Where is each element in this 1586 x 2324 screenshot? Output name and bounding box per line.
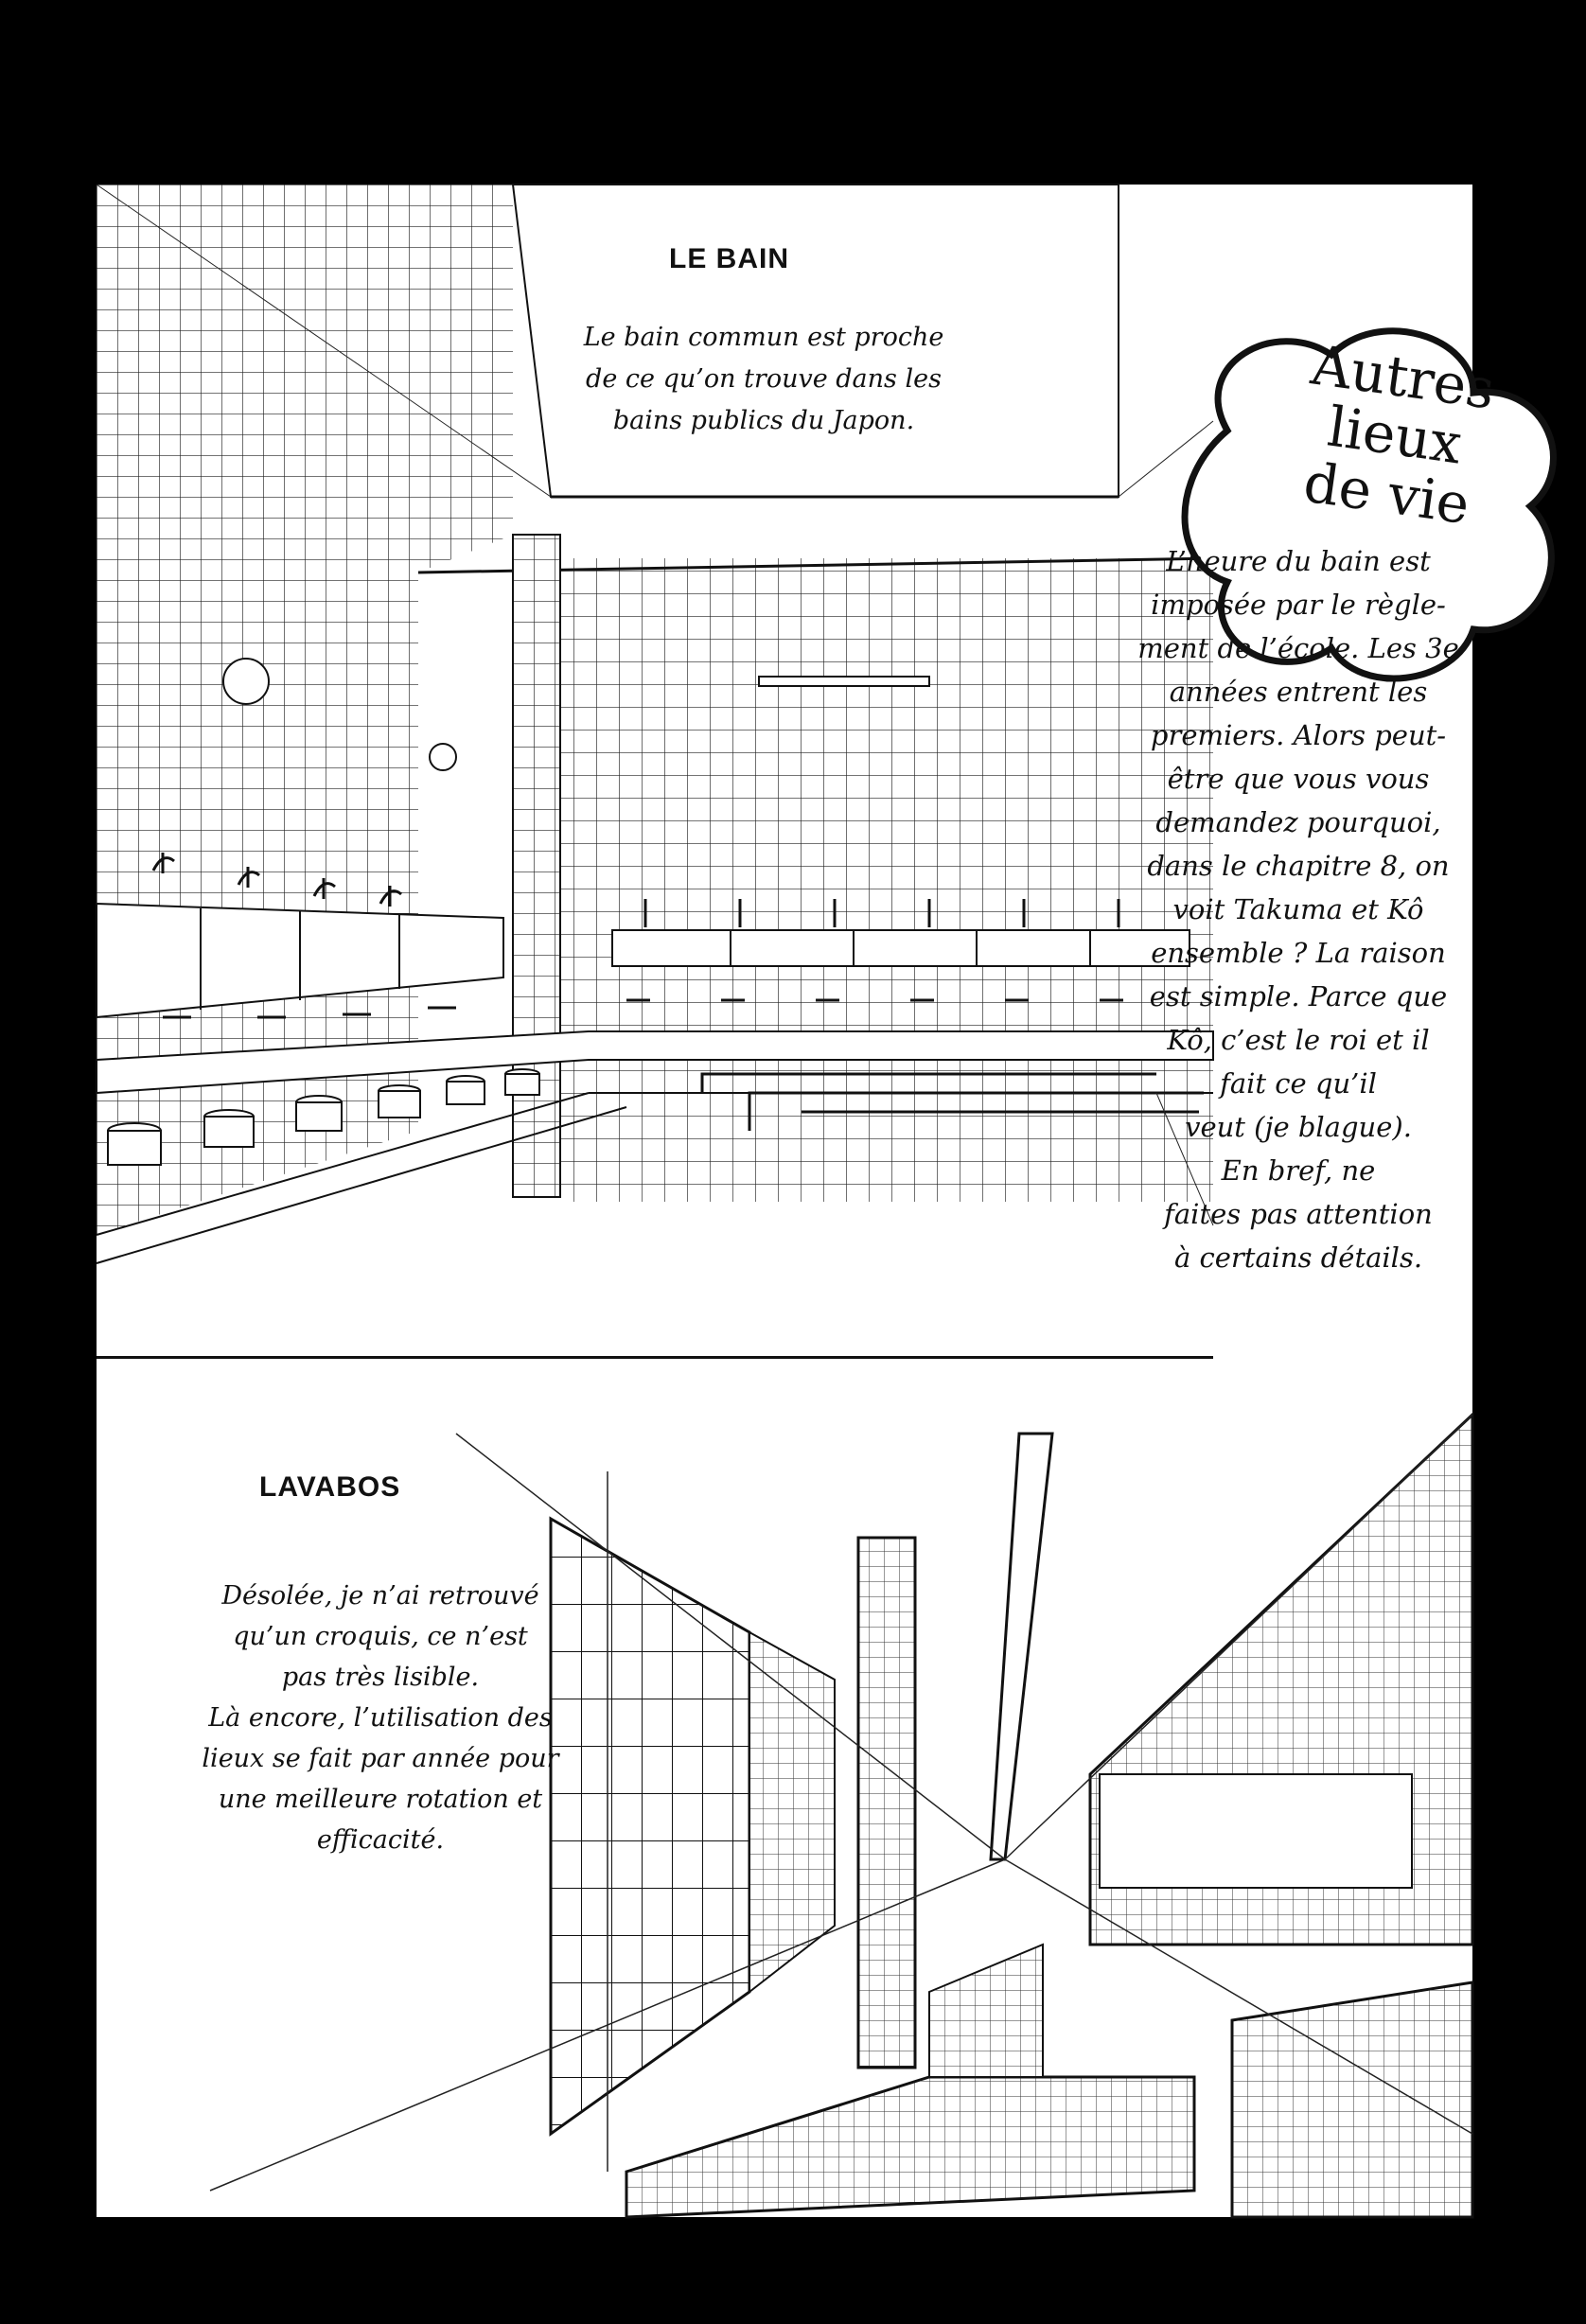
section-badge-text: Autres lieux de vie (1299, 332, 1499, 537)
sinks-title: LAVABOS (259, 1471, 401, 1503)
bath-title: LE BAIN (669, 243, 789, 274)
bath-intro-caption: Le bain commun est proche de ce qu’on trouve dans les bains publics du Japon. (583, 323, 944, 435)
sinks-caption: Désolée, je n’ai retrouvé qu’un croquis, ce n’est pas très lisible. Là encore, l’utilisation des lieux se fait par année pour une meilleure rotation et efficacité. (202, 1581, 559, 1855)
bath-side-note: L’heure du bain est imposée par le règle- ment de l’école. Les 3e années entrent les premiers. Alors peut- être que vous vous demandez pourquoi, dans le chapitre 8, on voit Takuma et Kô ensemble ? La raison est simple. Parce que Kô, c’est le roi et il fait ce qu’il veut (je blague). En bref, ne faites pas attention à certains détails. (1137, 545, 1459, 1274)
panel-divider (97, 1356, 1213, 1359)
manga-page (97, 185, 1499, 2217)
